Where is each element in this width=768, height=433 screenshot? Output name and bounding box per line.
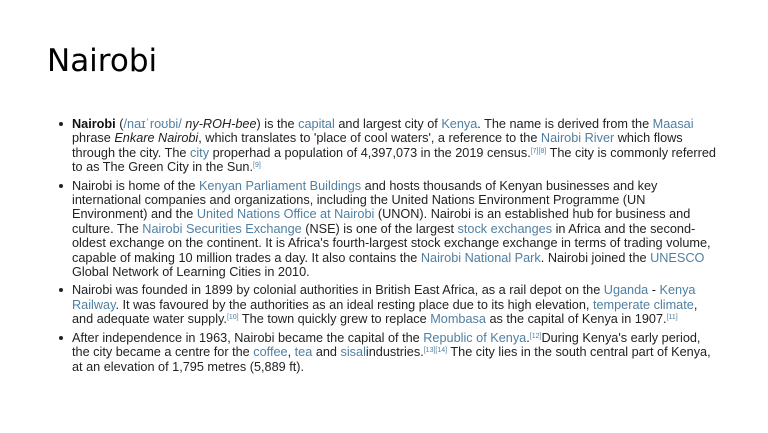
body-text: The town quickly grew to replace (238, 312, 431, 327)
link-temperate-climate[interactable]: temperate climate (592, 297, 694, 312)
body-text: ( (115, 117, 124, 131)
body-text: The city is commonly referred to as The Green City in the Sun. (72, 145, 716, 175)
italic-text: Enkare Nairobi (114, 131, 199, 146)
citation-link[interactable]: [11] (666, 314, 678, 322)
bullet-item (72, 283, 718, 326)
body-text: The city lies in the south central part of Kenya, at an elevation of 1,795 metres (5,889 ft). (72, 345, 711, 374)
body-text: as the capital of Kenya in 1907. (485, 312, 667, 327)
link-na-ro-bi[interactable]: /naɪˈroʊbi/ (123, 117, 182, 131)
body-text: and (312, 345, 341, 360)
link-city[interactable]: city (190, 145, 210, 160)
body-text: Nairobi is home of the (72, 178, 199, 193)
link-maasai[interactable]: Maasai (652, 117, 694, 131)
link-sisal[interactable]: sisal (340, 345, 366, 360)
body-text: , which translates to 'place of cool waters', a reference to the (198, 131, 541, 146)
body-text: . Nairobi joined the (540, 250, 651, 265)
link-kenyan-parliament-buildings[interactable]: Kenyan Parliament Buildings (198, 178, 362, 193)
link-capital[interactable]: capital (298, 117, 335, 131)
link-nairobi-securities-exchange[interactable]: Nairobi Securities Exchange (142, 221, 302, 236)
italic-text: ny-ROH-bee (185, 117, 257, 131)
bullet-item (72, 179, 718, 280)
page-title: Nairobi (47, 43, 158, 79)
bold-term: Nairobi (72, 117, 116, 131)
link-kenya-railway[interactable]: Kenya Railway (72, 283, 696, 312)
summary-bullet-list (72, 117, 718, 378)
body-text: industries. (365, 345, 424, 360)
citation-link[interactable]: [10] (226, 314, 239, 322)
body-text: . The name is derived from the (477, 117, 653, 131)
body-text: properhad a population of 4,397,073 in the 2019 census. (209, 145, 531, 160)
body-text: (UNON). Nairobi is an established hub for business and culture. The (72, 207, 691, 236)
citation-link[interactable]: [13][14] (423, 347, 448, 355)
link-nairobi-national-park[interactable]: Nairobi National Park (420, 250, 541, 265)
body-text: During Kenya's early period, the city became a centre for the (72, 330, 701, 360)
body-text: ) is the (256, 117, 299, 131)
link-unesco[interactable]: UNESCO (650, 250, 705, 265)
body-text: Nairobi was founded in 1899 by colonial authorities in British East Africa, as a rail depot on the (72, 283, 604, 298)
body-text: . (526, 330, 530, 345)
link-tea[interactable]: tea (294, 345, 313, 360)
body-text: , (287, 345, 295, 360)
body-text: phrase (72, 131, 115, 146)
citation-link[interactable]: [9] (253, 162, 261, 170)
link-coffee[interactable]: coffee (253, 345, 288, 360)
link-united-nations-office-at-nairobi[interactable]: United Nations Office at Nairobi (196, 207, 375, 222)
body-text: - (648, 283, 660, 298)
body-text: , and adequate water supply. (72, 297, 698, 327)
body-text: . It was favoured by the authorities as an ideal resting place due to its high elevation, (115, 297, 593, 312)
bullet-item (72, 117, 718, 175)
body-text: After independence in 1963, Nairobi became the capital of the (72, 330, 424, 345)
body-text: and largest city of (334, 117, 442, 131)
link-nairobi-river[interactable]: Nairobi River (540, 131, 615, 146)
body-text: (NSE) is one of the largest (301, 221, 458, 236)
citation-link[interactable]: [12] (529, 332, 542, 340)
link-uganda[interactable]: Uganda (603, 283, 649, 298)
body-text: Global Network of Learning Cities in 2010. (72, 265, 310, 280)
body-text: in Africa and the second-oldest exchange on the continent. It is Africa's fourth-largest stock exchange exchange in terms of trading volume, capable of making 10 million trades a day. It also contains the (72, 221, 711, 265)
link-stock-exchanges[interactable]: stock exchanges (457, 221, 553, 236)
link-kenya[interactable]: Kenya (441, 117, 478, 131)
body-text: which flows through the city. The (72, 131, 683, 160)
link-mombasa[interactable]: Mombasa (430, 312, 486, 327)
bullet-item (72, 331, 718, 374)
citation-link[interactable]: [7][8] (530, 147, 547, 155)
body-text: and hosts thousands of Kenyan businesses and key international companies and organizations, including the United Nations Environment Programme (UN Environment) and the (72, 178, 658, 222)
link-republic-of-kenya[interactable]: Republic of Kenya (423, 330, 527, 345)
